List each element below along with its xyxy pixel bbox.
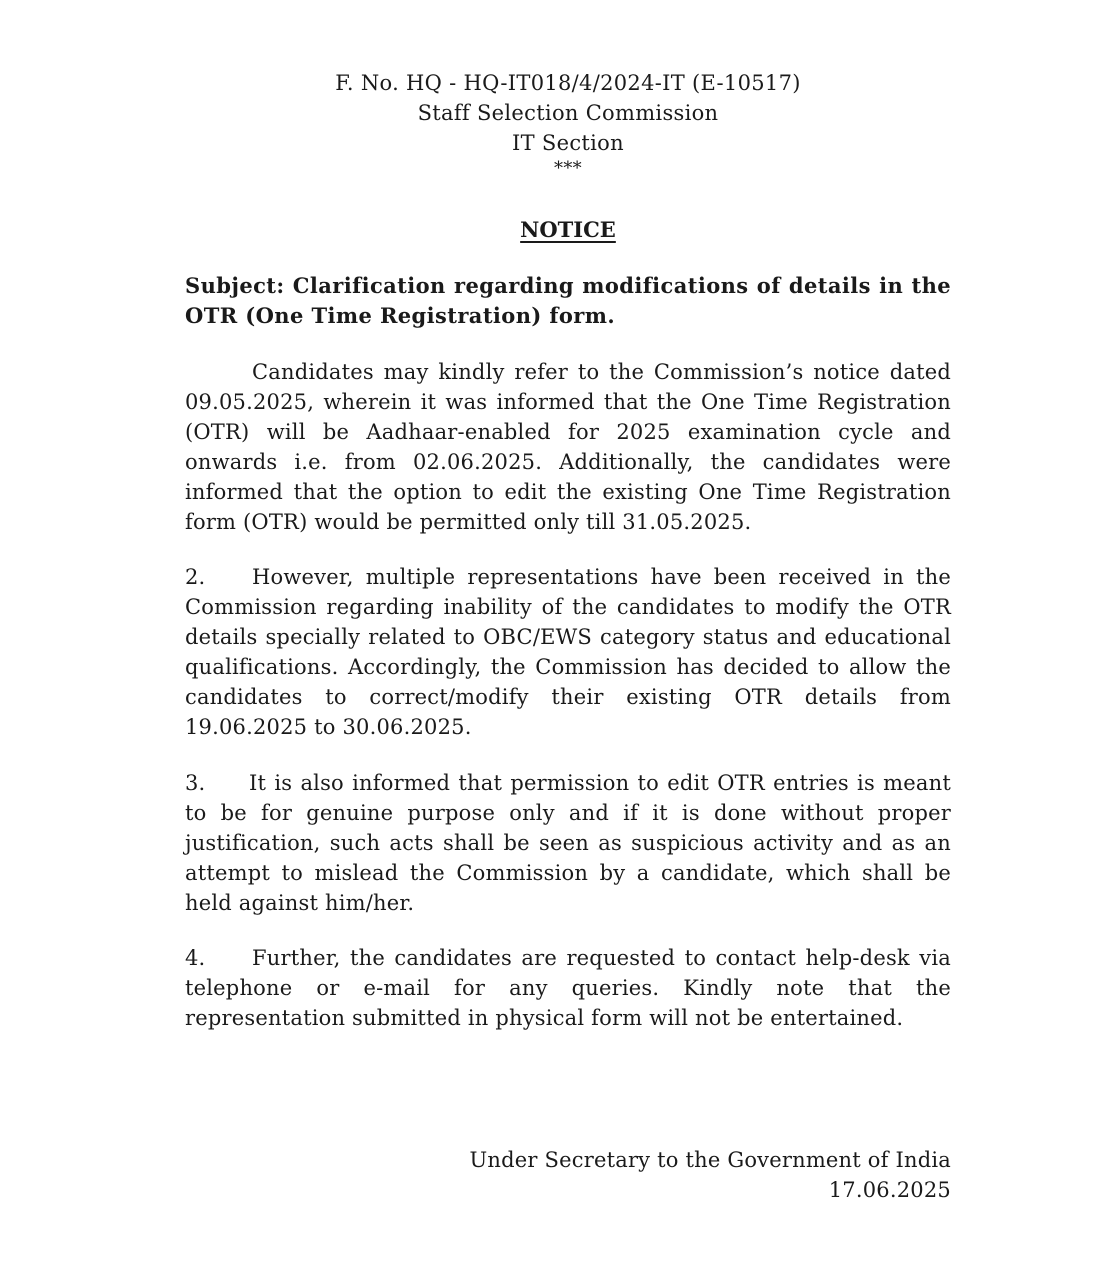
paragraph-4-number: 4.	[185, 946, 206, 970]
document-header	[0, 68, 1110, 180]
paragraph-3-number: 3.	[185, 771, 206, 795]
paragraph-2-text: However, multiple representations have been received in the Commission regarding inability of the candidates to modify the OTR details specially related to OBC/EWS category status and educational qualifications. Accordingly, the Commission has decided to allow the candidates to correct/modify their existing OTR details from 19.06.2025 to 30.06.2025.	[185, 565, 951, 739]
organization-name: Staff Selection Commission	[417, 101, 719, 125]
paragraph-1	[185, 357, 951, 537]
header-separator: ***	[554, 158, 582, 179]
notice-date: 17.06.2025	[828, 1178, 951, 1202]
paragraph-3-text: It is also informed that permission to edit OTR entries is meant to be for genuine purpose only and if it is done without proper justification, such acts shall be seen as suspicious activity and as an attempt to mislead the Commission by a candidate, which shall be held against him/her.	[185, 771, 951, 915]
section-name: IT Section	[512, 131, 624, 155]
paragraph-2-number: 2.	[185, 565, 206, 589]
paragraph-2	[185, 562, 951, 742]
paragraph-4	[185, 943, 951, 1033]
notice-subject: Subject: Clarification regarding modifications of details in the OTR (One Time Registration) form.	[185, 273, 951, 328]
signatory-designation: Under Secretary to the Government of India	[469, 1148, 951, 1172]
file-number: F. No. HQ - HQ-IT018/4/2024-IT (E-10517)	[335, 71, 801, 95]
paragraph-1-text: Candidates may kindly refer to the Commission’s notice dated 09.05.2025, wherein it was informed that the One Time Registration (OTR) will be Aadhaar-enabled for 2025 examination cycle and onwards i.e. from 02.06.2025. Additionally, the candidates were informed that the option to edit the existing One Time Registration form (OTR) would be permitted only till 31.05.2025.	[185, 360, 951, 534]
paragraph-4-text: Further, the candidates are requested to contact help-desk via telephone or e-mail for any queries. Kindly note that the representation submitted in physical form will not be entertained.	[185, 946, 951, 1030]
notice-title: NOTICE	[520, 217, 616, 242]
signature-block	[470, 1145, 951, 1205]
paragraph-3	[185, 768, 951, 918]
